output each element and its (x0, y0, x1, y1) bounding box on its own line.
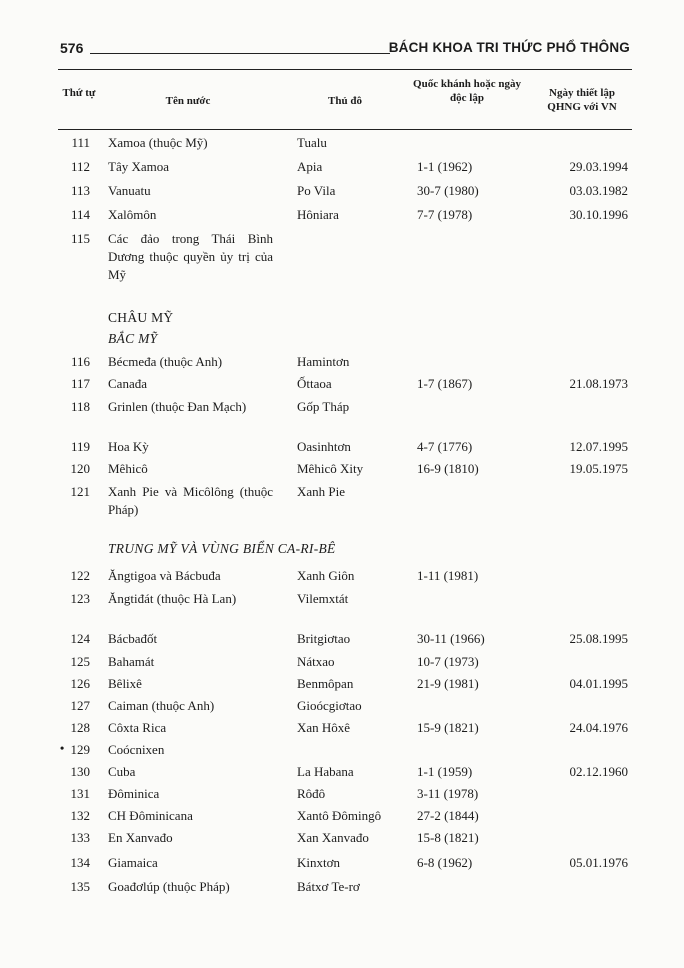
capital: Rôđô (297, 786, 326, 801)
row-number: 126 (70, 676, 90, 691)
national-day: 1-7 (1867) (417, 376, 473, 391)
relations-date: 04.01.1995 (569, 676, 628, 691)
country-name: Coócnixen (108, 742, 165, 757)
country-name: Goađơlúp (thuộc Pháp) (108, 879, 230, 894)
row-number: 125 (70, 654, 90, 669)
section-heading-continent: CHÂU MỸ (108, 310, 174, 325)
capital: Gốp Tháp (297, 399, 350, 414)
country-name: Grinlen (thuộc Đan Mạch) (108, 399, 247, 414)
country-name: Ăngtigoa và Bácbuđa (108, 568, 221, 583)
relations-date: 03.03.1982 (569, 183, 628, 198)
national-day: 1-11 (1981) (417, 568, 479, 583)
relations-date: 29.03.1994 (569, 159, 628, 174)
country-name: Caiman (thuộc Anh) (108, 698, 215, 713)
relations-date: 24.04.1976 (569, 720, 628, 735)
relations-date: 19.05.1975 (569, 461, 628, 476)
row-number: 112 (70, 159, 90, 174)
country-name: Tây Xamoa (108, 159, 170, 174)
page-number: 576 (60, 40, 84, 56)
capital: Mêhicô Xity (297, 461, 364, 476)
margin-dot: • (60, 741, 65, 755)
country-name: Đôminica (108, 786, 160, 801)
relations-date: 05.01.1976 (569, 855, 628, 870)
national-day: 10-7 (1973) (417, 654, 479, 669)
section-heading-north: BẮC MỸ (108, 331, 158, 346)
row-number: 132 (70, 808, 90, 823)
capital: Nátxao (297, 654, 335, 669)
country-name: Côxta Rica (108, 720, 167, 735)
capital: Hôniara (297, 207, 339, 222)
country-name: Xamoa (thuộc Mỹ) (108, 135, 208, 150)
country-name: Bahamát (108, 654, 155, 669)
row-number: 116 (70, 354, 90, 369)
capital: Vilemxtát (297, 591, 349, 606)
capital: Xanh Giôn (297, 568, 355, 583)
country-name: Mêhicô (108, 461, 148, 476)
national-day: 1-1 (1959) (417, 764, 473, 779)
national-day: 6-8 (1962) (417, 855, 473, 870)
country-name: Vanuatu (108, 183, 151, 198)
row-number: 129 (70, 742, 90, 757)
capital: Kinxtơn (297, 855, 340, 870)
capital: Benmôpan (297, 676, 354, 691)
col-head-country: Tên nước (165, 95, 211, 107)
col-head-national-day: Quốc khánh hoặc ngày độc lập (413, 78, 521, 104)
capital: Xanh Pie (297, 484, 346, 499)
capital: Oasinhtơn (297, 439, 351, 454)
national-day: 7-7 (1978) (417, 207, 473, 222)
country-name: Canađa (108, 376, 147, 391)
capital: Hamintơn (297, 354, 350, 369)
row-number: 130 (70, 764, 90, 779)
row-number: 123 (70, 591, 90, 606)
national-day: 30-7 (1980) (417, 183, 479, 198)
country-name: CH Đôminicana (108, 808, 193, 823)
national-day: 15-9 (1821) (417, 720, 479, 735)
row-number: 117 (70, 376, 90, 391)
row-number: 133 (70, 830, 90, 845)
relations-date: 02.12.1960 (569, 764, 628, 779)
row-number: 120 (70, 461, 90, 476)
col-head-num: Thứ tự (62, 87, 96, 99)
national-day: 21-9 (1981) (417, 676, 479, 691)
national-day: 3-11 (1978) (417, 786, 479, 801)
col-head-capital: Thủ đô (328, 95, 362, 107)
national-day: 1-1 (1962) (417, 159, 473, 174)
capital: Po Vila (297, 183, 336, 198)
col-head-relations: Ngày thiết lập QHNG với VN (547, 87, 617, 113)
row-number: 135 (70, 879, 90, 894)
national-day: 4-7 (1776) (417, 439, 473, 454)
row-number: 128 (70, 720, 90, 735)
country-name: Cuba (108, 764, 136, 779)
row-number: 115 (70, 231, 90, 246)
capital: Ốttaoa (297, 376, 332, 391)
relations-date: 30.10.1996 (569, 207, 628, 222)
row-number: 127 (70, 698, 90, 713)
row-number: 114 (70, 207, 90, 222)
capital: Tualu (297, 135, 327, 150)
row-number: 113 (70, 183, 90, 198)
capital: La Habana (297, 764, 354, 779)
national-day: 30-11 (1966) (417, 631, 485, 646)
capital: Xan Xanvađo (297, 830, 369, 845)
capital: Apia (297, 159, 323, 174)
country-name: Xanh Pie và Micôlông (thuộc Pháp) (108, 484, 273, 517)
relations-date: 25.08.1995 (569, 631, 628, 646)
country-name: Ăngtiđát (thuộc Hà Lan) (108, 591, 237, 606)
national-day: 16-9 (1810) (417, 461, 479, 476)
row-number: 119 (70, 439, 90, 454)
capital: Xantô Đômingô (297, 808, 382, 823)
capital: Xan Hôxê (297, 720, 351, 735)
country-name: Xalômôn (108, 207, 157, 222)
row-number: 118 (70, 399, 90, 414)
relations-date: 21.08.1973 (569, 376, 628, 391)
row-number: 121 (70, 484, 90, 499)
capital: Britgiơtao (297, 631, 351, 646)
relations-date: 12.07.1995 (569, 439, 628, 454)
row-number: 131 (70, 786, 90, 801)
row-number: 124 (70, 631, 90, 646)
running-title: BÁCH KHOA TRI THỨC PHỔ THÔNG (388, 40, 630, 55)
country-name: Bêlixê (108, 676, 142, 691)
country-name: Bécmeđa (thuộc Anh) (108, 354, 223, 369)
country-name: Các đảo trong Thái Bình Dương thuộc quyền ủy trị của Mỹ (108, 231, 273, 282)
country-name: Hoa Kỳ (108, 439, 149, 454)
country-name: En Xanvađo (108, 830, 173, 845)
section-heading-central: TRUNG MỸ VÀ VÙNG BIỂN CA-RI-BÊ (108, 541, 336, 556)
capital: Bátxơ Te-rơ (297, 879, 360, 894)
row-number: 122 (70, 568, 90, 583)
national-day: 27-2 (1844) (417, 808, 479, 823)
country-name: Giamaica (108, 855, 158, 870)
country-name: Bácbađốt (108, 631, 158, 646)
row-number: 111 (71, 135, 90, 150)
national-day: 15-8 (1821) (417, 830, 479, 845)
capital: Gioócgiơtao (297, 698, 362, 713)
row-number: 134 (70, 855, 90, 870)
